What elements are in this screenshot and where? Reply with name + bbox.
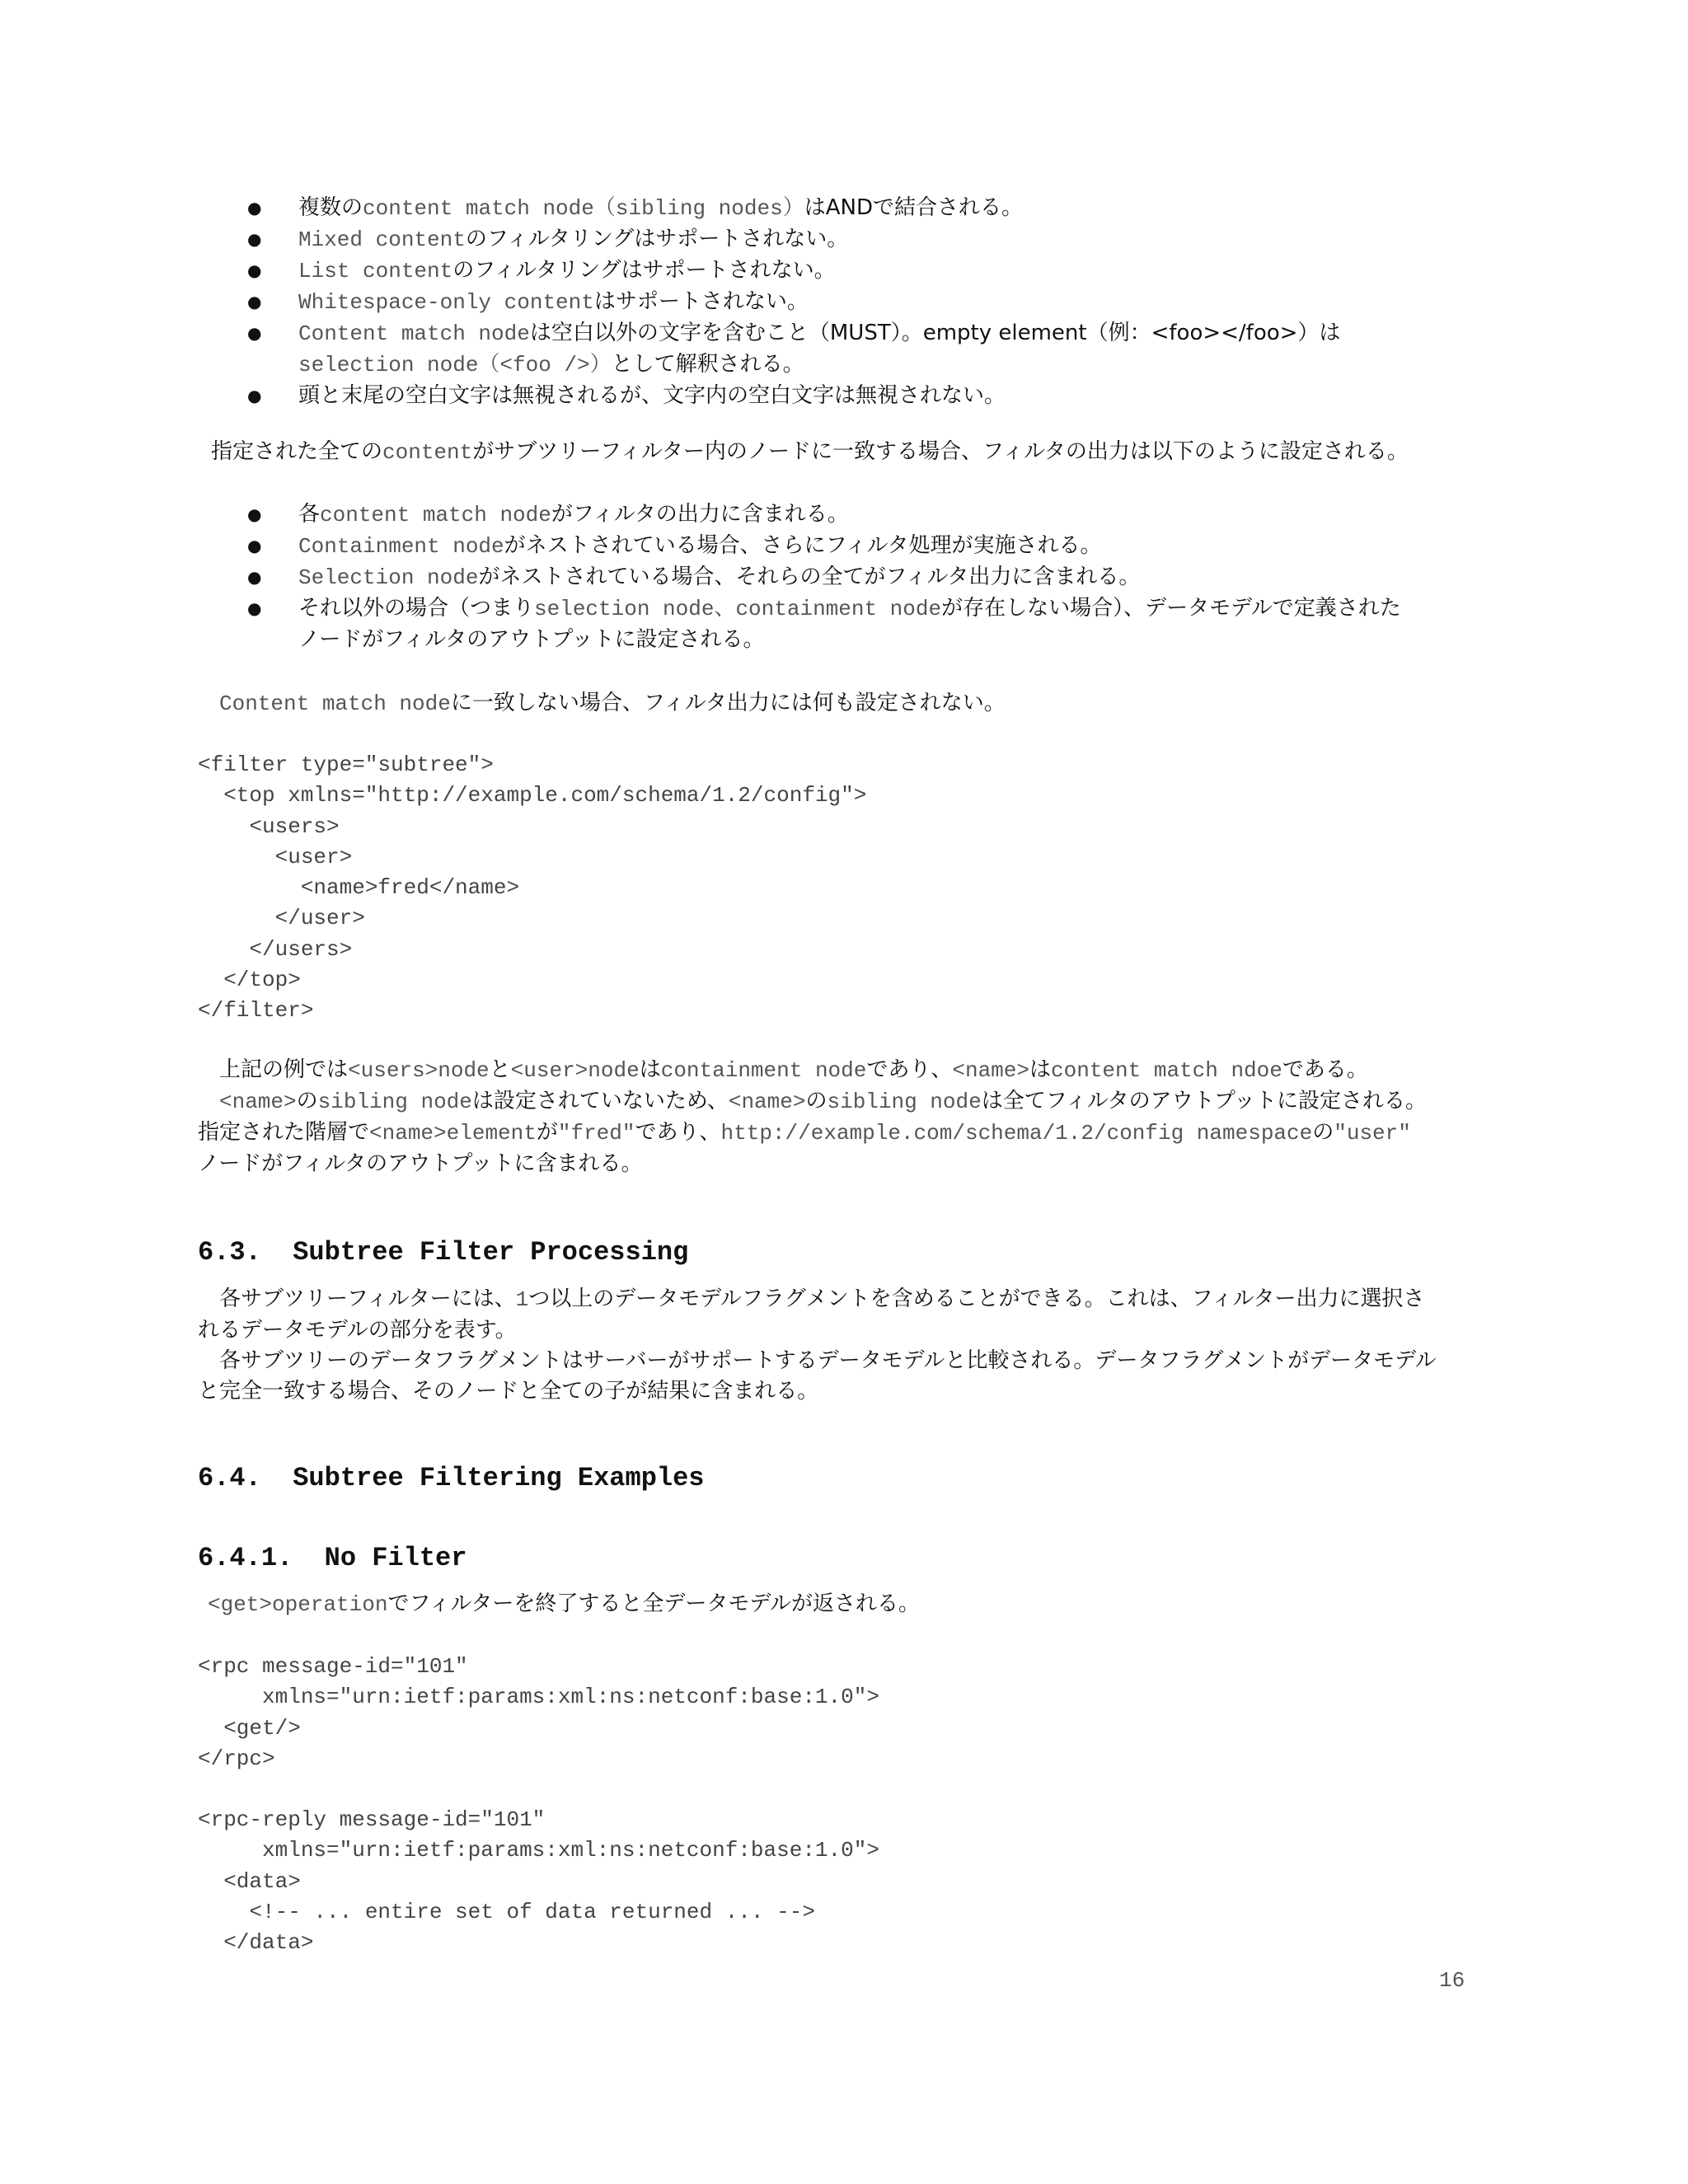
list-item: ● 各content match nodeがフィルタの出力に含まれる。 (247, 499, 1533, 531)
section-heading-6-4: 6.4. Subtree Filtering Examples (198, 1463, 705, 1493)
list-item: ● Content match nodeは空白以外の文字を含むこと（MUST）。empty element（例：<foo></foo>）は selection node（<foo />）として解釈される。 (247, 318, 1533, 381)
list-item: ● Containment nodeがネストされている場合、さらにフィルタ処理が実施される。 (247, 531, 1533, 562)
no-match-note: Content match nodeに一致しない場合、フィルタ出力には何も設定されない。 (219, 691, 1006, 716)
list-item: ● それ以外の場合（つまりselection node、containment nodeが存在しない場合）、データモデルで定義された ノードがフィルタのアウトプットに設定される。 (247, 593, 1533, 655)
page-number: 16 (1439, 1968, 1465, 1993)
list-item: ● Mixed contentのフィルタリングはサポートされない。 (247, 224, 1533, 255)
content-match-rules-list (247, 193, 1533, 411)
section-heading-6-3: 6.3. Subtree Filter Processing (198, 1237, 689, 1268)
section-heading-6-4-1: 6.4.1. No Filter (198, 1543, 467, 1573)
example-explanation: 上記の例では<users>nodeと<user>nodeはcontainment nodeであり、<name>はcontent match ndoeである。 <name>のsibling nodeは設定されていないため、<name>のsibling nodeは全てフィルタのアウトプットに設定される。 指定された階層で<name>elementが"fred"であり、http://example.com/schema/1.2/config namespaceの"user" ノードがフィルタのアウトプットに含まれる。 (198, 1057, 1427, 1176)
no-filter-text: <get>operationでフィルターを終了すると全データモデルが返される。 (208, 1591, 921, 1617)
subtree-filter-example-code: <filter type="subtree"> <top xmlns="http://example.com/schema/1.2/config"> <users> <user> <name>fred</name> </user> </users> </top> </filter> (198, 752, 867, 1024)
rpc-reply-code: <rpc-reply message-id="101" xmlns="urn:ietf:params:xml:ns:netconf:base:1.0"> <data> <!-- ... entire set of data returned ... --> </data> (198, 1807, 879, 1956)
list-item: ● 複数のcontent match node（sibling nodes）はANDで結合される。 (247, 193, 1533, 224)
list-item: ● Whitespace-only contentはサポートされない。 (247, 287, 1533, 318)
filter-output-rules-list (247, 499, 1533, 655)
list-item: ● Selection nodeがネストされている場合、それらの全てがフィルタ出力に含まれる。 (247, 562, 1533, 593)
filter-output-intro: 指定された全てのcontentがサブツリーフィルター内のノードに一致する場合、フィルタの出力は以下のように設定される。 (211, 439, 1409, 465)
rpc-request-code: <rpc message-id="101" xmlns="urn:ietf:params:xml:ns:netconf:base:1.0"> <get/> </rpc> (198, 1654, 879, 1771)
subtree-filter-processing-text: 各サブツリーフィルターには、1つ以上のデータモデルフラグメントを含めることができる。これは、フィルター出力に選択さ れるデータモデルの部分を表す。 各サブツリーのデータフラグメントはサーバーがサポートするデータモデルと比較される。データフラグメントがデータモデル と完全一致する場合、そのノードと全ての子が結果に含まれる。 (198, 1286, 1437, 1404)
list-item: ● List contentのフィルタリングはサポートされない。 (247, 255, 1533, 287)
list-item: ● 頭と末尾の空白文字は無視されるが、文字内の空白文字は無視されない。 (247, 381, 1533, 411)
